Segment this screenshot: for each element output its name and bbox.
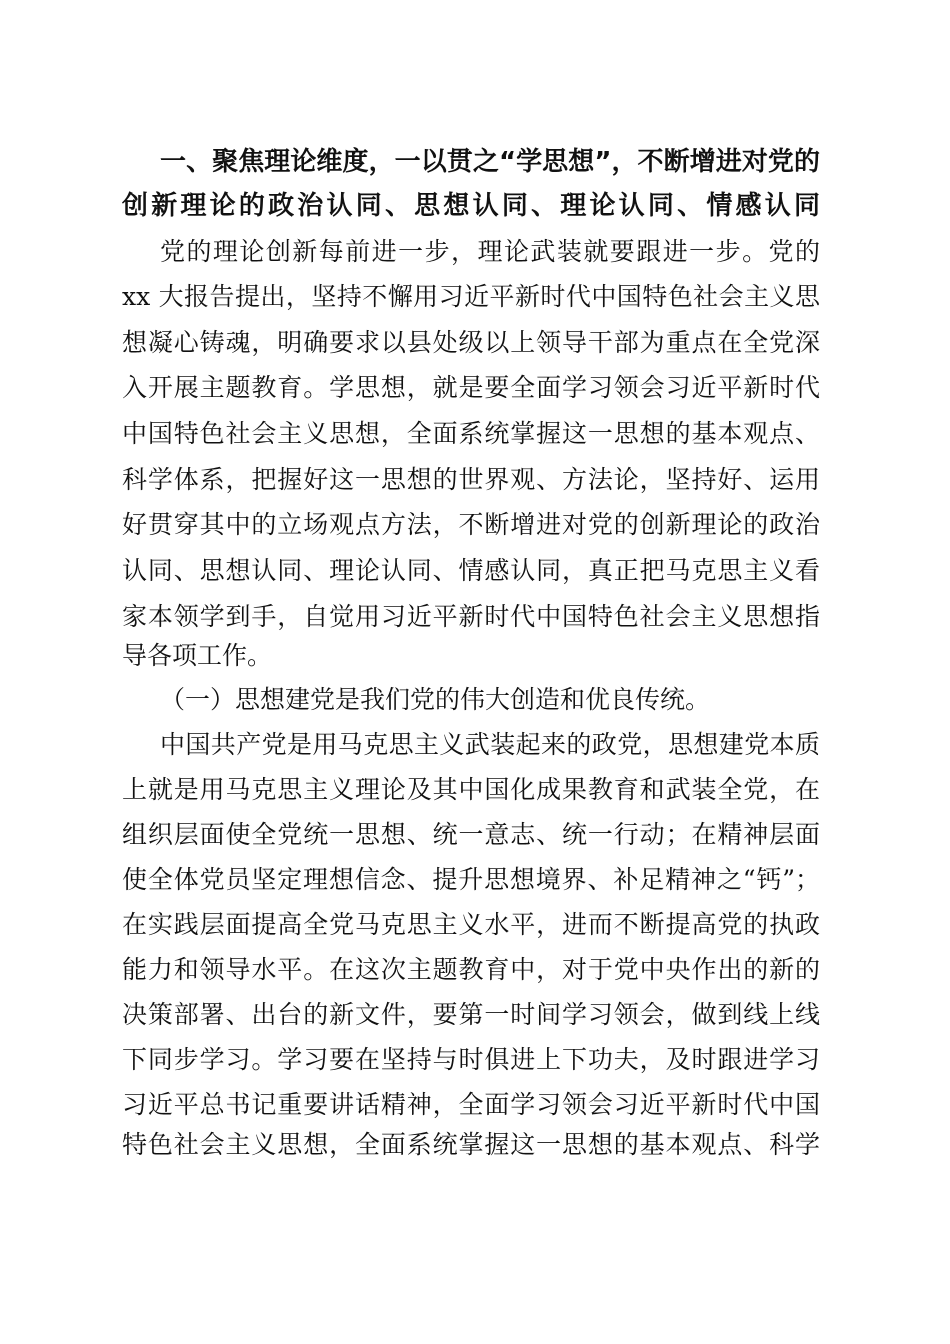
paragraph-line: 科学体系，把握好这一思想的世界观、方法论，坚持好、运用: [122, 465, 820, 494]
paragraph-line: 中国特色社会主义思想，全面系统掌握这一思想的基本观点、: [122, 419, 820, 448]
paragraph-line: xx 大报告提出，坚持不懈用习近平新时代中国特色社会主义思: [122, 282, 820, 311]
paragraph-line: 中国共产党是用马克思主义武装起来的政党，思想建党本质: [160, 730, 820, 759]
paragraph-line: 想凝心铸魂，明确要求以县处级以上领导干部为重点在全党深: [122, 328, 820, 357]
paragraph-line: 上就是用马克思主义理论及其中国化成果教育和武装全党，在: [122, 775, 820, 804]
paragraph-line: 习近平总书记重要讲话精神，全面学习领会习近平新时代中国: [122, 1090, 820, 1119]
heading-line: 创新理论的政治认同、思想认同、理论认同、情感认同: [122, 191, 820, 221]
paragraph-line: 决策部署、出台的新文件，要第一时间学习领会，做到线上线: [122, 1000, 820, 1029]
paragraph-line: 特色社会主义思想，全面系统掌握这一思想的基本观点、科学: [122, 1130, 820, 1159]
paragraph-line: 好贯穿其中的立场观点方法，不断增进对党的创新理论的政治: [122, 510, 820, 539]
paragraph-line: 在实践层面提高全党马克思主义水平，进而不断提高党的执政: [122, 910, 820, 939]
paragraph-line: 能力和领导水平。在这次主题教育中，对于党中央作出的新的: [122, 955, 820, 984]
subheading: （一）思想建党是我们党的伟大创造和优良传统。: [160, 685, 711, 714]
paragraph-line: 党的理论创新每前进一步，理论武装就要跟进一步。党的: [160, 237, 820, 266]
paragraph-line: 入开展主题教育。学思想，就是要全面学习领会习近平新时代: [122, 373, 820, 402]
paragraph-line: 家本领学到手，自觉用习近平新时代中国特色社会主义思想指: [122, 602, 820, 631]
paragraph-line: 导各项工作。: [122, 641, 273, 670]
paragraph-line: 使全体党员坚定理想信念、提升思想境界、补足精神之“钙”；: [122, 865, 820, 894]
paragraph-line: 组织层面使全党统一思想、统一意志、统一行动；在精神层面: [122, 820, 820, 849]
paragraph-line: 下同步学习。学习要在坚持与时俱进上下功夫，及时跟进学习: [122, 1045, 820, 1074]
paragraph-line: 认同、思想认同、理论认同、情感认同，真正把马克思主义看: [122, 556, 820, 585]
heading-line: 一、聚焦理论维度，一以贯之“学思想”，不断增进对党的: [160, 147, 820, 177]
